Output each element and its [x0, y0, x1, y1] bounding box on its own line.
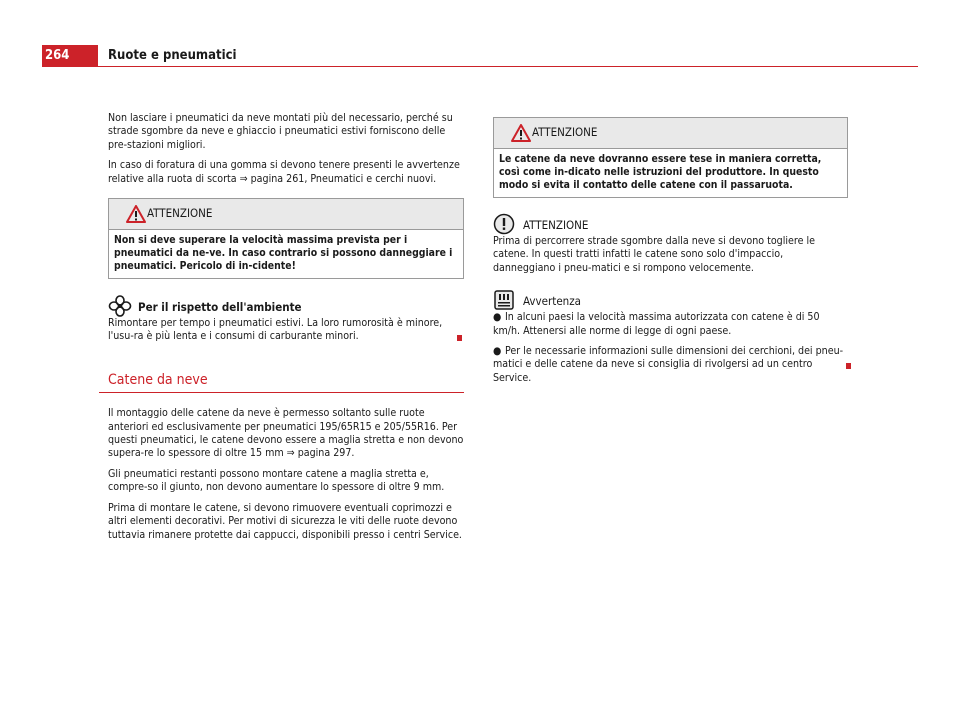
section-end-marker	[846, 363, 851, 369]
bullet-dot: ●	[493, 311, 502, 324]
left-column	[108, 112, 464, 549]
warning-text: Le catene da neve dovranno essere tese in maniera corretta, così come in-dicato nelle istruzioni del produttore. In questo modo si evita il contatto delle catene con il passaruota.	[499, 153, 822, 191]
page-header	[42, 45, 918, 67]
warning-triangle-icon	[126, 205, 146, 223]
environment-title: Per il rispetto dell'ambiente	[138, 300, 302, 315]
flower-icon	[108, 295, 132, 317]
caution-title: ATTENZIONE	[523, 218, 589, 232]
header-rule	[98, 66, 918, 67]
paragraph: Il montaggio delle catene da neve è permesso soltanto sulle ruote anteriori ed esclusivamente per pneumatici 195/65R15 e 205/55R16. Per questi pneumatici, le catene devono essere a maglia stretta e non devono supera-re lo spessore di oltre 15 mm ⇒ pagina 297.	[108, 407, 464, 460]
section-title: Catene da neve	[108, 374, 464, 393]
caution-text: Prima di percorrere strade sgombre dalla neve si devono togliere le catene. In questi tratti infatti le catene sono solo d'impaccio, danneggiano i pneu-matici e si rompono velocemente.	[493, 235, 815, 274]
note-title: Avvertenza	[523, 294, 582, 309]
note-heading	[493, 289, 848, 311]
section-end-marker	[457, 335, 462, 341]
page-number: 264	[42, 45, 98, 67]
note-bullet-text: Per le necessarie informazioni sulle dimensioni dei cerchioni, dei pneu-matici e delle catene da neve si consiglia di rivolgersi ad un centro Service.	[493, 345, 844, 384]
warning-title: ATTENZIONE	[532, 125, 598, 139]
paragraph: Non lasciare i pneumatici da neve montati più del necessario, perché su strade sgombre da neve e ghiaccio i pneumatici estivi forniscono delle pre-stazioni migliori.	[108, 112, 453, 151]
warning-box-header	[494, 118, 847, 149]
exclamation-circle-icon	[493, 213, 515, 235]
warning-box	[108, 198, 464, 279]
warning-box-header	[109, 199, 463, 230]
bullet-dot: ●	[493, 345, 502, 358]
note-bullet	[493, 311, 848, 338]
warning-triangle-icon	[511, 124, 531, 142]
paragraph: Gli pneumatici restanti possono montare catene a maglia stretta e, compre-so il giunto, non devono aumentare lo spessore di oltre 9 mm.	[108, 467, 445, 494]
warning-box	[493, 117, 848, 198]
note-bullet	[493, 345, 848, 385]
caution-heading	[493, 213, 848, 235]
warning-title: ATTENZIONE	[147, 206, 213, 221]
environment-heading	[108, 295, 464, 317]
environment-text	[108, 317, 464, 344]
right-column	[493, 105, 848, 392]
paragraph: Prima di montare le catene, si devono rimuovere eventuali coprimozzi e altri elementi decorativi. Per motivi di sicurezza le viti delle ruote devono tuttavia rimanere protette dai cappucci, disponibili presso i centri Service.	[108, 501, 462, 541]
note-icon	[493, 289, 515, 311]
chapter-title: Ruote e pneumatici	[108, 48, 237, 63]
warning-text: Non si deve superare la velocità massima prevista per i pneumatici da ne-ve. In caso contrario si possono danneggiare i pneumatici. Pericolo di in-cidente!	[114, 234, 453, 273]
paragraph: In caso di foratura di una gomma si devono tenere presenti le avvertenze relative alla ruota di scorta ⇒ pagina 261, Pneumatici e cerchi nuovi.	[108, 159, 460, 185]
environment-text-body: Rimontare per tempo i pneumatici estivi. La loro rumorosità è minore, l'usu-ra è più lenta e i consumi di carburante minori.	[108, 317, 443, 343]
note-bullet-text: In alcuni paesi la velocità massima autorizzata con catene è di 50 km/h. Attenersi alle norme di legge di ogni paese.	[493, 311, 820, 337]
